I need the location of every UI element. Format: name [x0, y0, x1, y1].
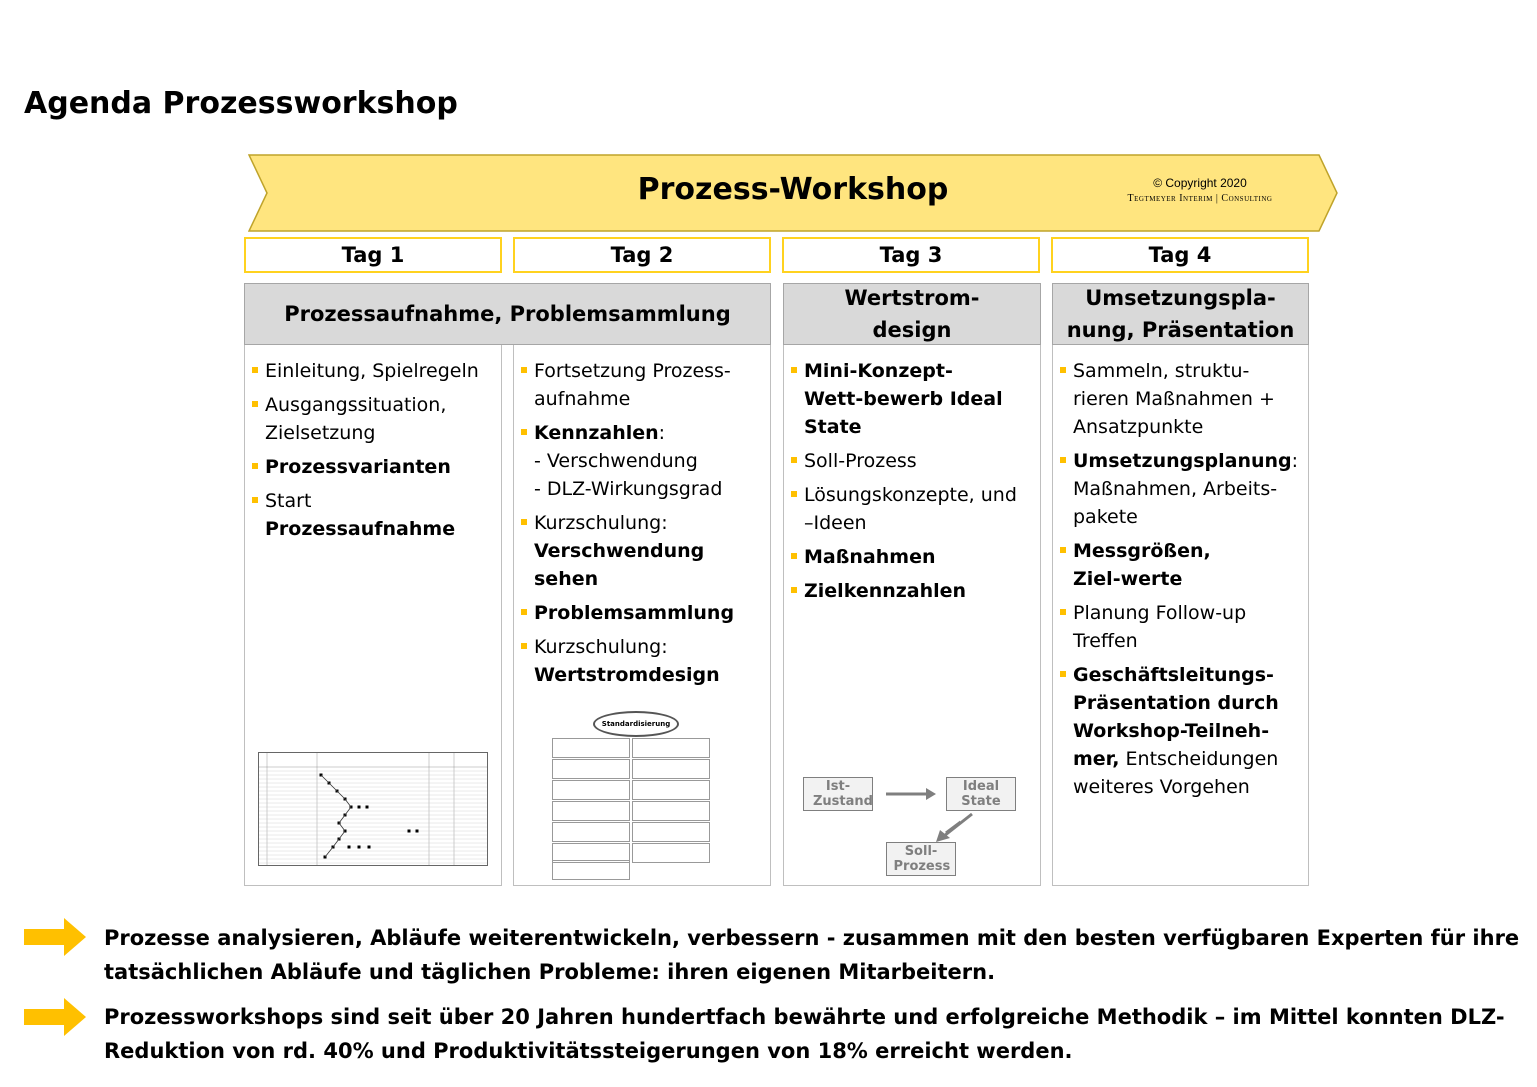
item-text: Start	[265, 490, 312, 512]
standardisierung-title: Standardisierung	[593, 711, 679, 737]
list-item	[520, 633, 766, 689]
company-name: Tegtmeyer Interim | Consulting	[1127, 193, 1273, 204]
column-tag4	[1052, 345, 1309, 886]
item-text: Fortsetzung Prozess-aufnahme	[534, 360, 731, 410]
std-box	[552, 822, 630, 842]
banner-title: Prozess-Workshop	[637, 172, 949, 207]
list-item	[790, 357, 1036, 441]
std-box	[632, 801, 710, 821]
item-text: Sammeln, struktu-rieren Maßnahmen + Ansatzpunkte	[1073, 360, 1275, 438]
theme-day3-line2: design	[872, 318, 952, 342]
tag1-list	[251, 357, 497, 549]
table-dot	[358, 806, 361, 809]
tag4-list	[1059, 357, 1304, 807]
vs-ideal-label: Ideal State	[961, 779, 1001, 809]
arrow-bullet-icon	[24, 998, 86, 1036]
theme-day3-line1: Wertstrom-	[844, 286, 980, 310]
list-item	[1059, 537, 1304, 593]
list-item	[251, 487, 497, 543]
list-item	[251, 391, 497, 447]
list-item: Problemsammlung	[520, 599, 766, 627]
tag2-list	[520, 357, 766, 695]
list-item	[520, 509, 766, 593]
arrow-bullet-icon	[24, 918, 86, 956]
footer-statement-2: Prozessworkshops sind seit über 20 Jahren hundertfach bewährte und erfolgreiche Methodik – im Mittel konnten DLZ-Reduktion von rd. 40% und Produktivitätssteigerungen von 18% erreicht werden.	[104, 1005, 1505, 1063]
item-text: Kurzschulung:	[534, 512, 668, 534]
list-item	[790, 481, 1036, 537]
list-item	[1059, 599, 1304, 655]
item-text: Lösungskonzepte, und –Ideen	[804, 484, 1017, 534]
item-bold: Geschäftsleitungs-Präsentation durch Workshop-Teilneh-mer,	[1073, 664, 1279, 770]
item-bold: Verschwendung sehen	[534, 540, 705, 590]
item-sub: - Verschwendung	[534, 450, 698, 472]
list-item	[1059, 661, 1304, 801]
list-item	[520, 419, 766, 503]
theme-day4-line2: nung, Präsentation	[1066, 318, 1295, 342]
tag3-list	[790, 357, 1036, 611]
std-box	[552, 738, 630, 758]
copyright-line: © Copyright 2020	[1153, 176, 1247, 190]
item-bold: Kennzahlen	[534, 422, 659, 444]
item-text: Mini-Konzept-Wett-bewerb Ideal State	[804, 360, 1003, 438]
list-item	[1059, 447, 1304, 531]
vs-soll-prozess	[886, 842, 956, 876]
std-box	[632, 843, 710, 863]
item-sub: - DLZ-Wirkungsgrad	[534, 478, 723, 500]
std-box	[552, 759, 630, 779]
std-box	[632, 759, 710, 779]
list-item: Einleitung, Spielregeln	[251, 357, 497, 385]
copyright-notice	[1100, 176, 1300, 206]
day-header-1: Tag 1	[244, 237, 502, 273]
day-header-4: Tag 4	[1051, 237, 1309, 273]
std-box	[632, 822, 710, 842]
item-text: :	[658, 422, 666, 444]
day-header-3: Tag 3	[782, 237, 1040, 273]
list-item: Soll-Prozess	[790, 447, 1036, 475]
item-text: Messgrößen, Ziel-werte	[1073, 540, 1211, 590]
list-item	[1059, 357, 1304, 441]
process-table-thumbnail	[258, 752, 488, 866]
table-dot	[408, 830, 411, 833]
list-item	[520, 357, 766, 413]
std-box	[552, 780, 630, 800]
theme-header-day12: Prozessaufnahme, Problemsammlung	[244, 283, 771, 345]
item-text: Planung Follow-up Treffen	[1073, 602, 1247, 652]
table-dot	[416, 830, 419, 833]
item-text: Entscheidungen weiteres Vorgehen	[1073, 748, 1279, 798]
std-box	[632, 738, 710, 758]
item-bold: Prozessaufnahme	[265, 518, 456, 540]
page-title: Agenda Prozessworkshop	[24, 86, 458, 121]
std-box	[552, 801, 630, 821]
item-bold: Umsetzungsplanung	[1073, 450, 1292, 472]
table-dot	[366, 806, 369, 809]
standardisierung-grid	[552, 738, 712, 878]
table-dot	[368, 846, 371, 849]
item-text: : Maßnahmen, Arbeits-pakete	[1073, 450, 1299, 528]
theme-header-day4	[1052, 283, 1309, 345]
list-item: Zielkennzahlen	[790, 577, 1036, 605]
footer-statement-1: Prozesse analysieren, Abläufe weiterentwickeln, verbessern - zusammen mit den besten verfügbaren Experten für ihre tatsächlichen Abläufe und täglichen Probleme: ihren eigenen Mitarbeitern.	[104, 926, 1520, 984]
table-dot	[358, 846, 361, 849]
item-text: Ausgangssituation, Zielsetzung	[265, 394, 447, 444]
list-item: Prozessvarianten	[251, 453, 497, 481]
vs-soll-label: Soll-Prozess	[893, 844, 951, 874]
theme-header-day3	[783, 283, 1041, 345]
std-box	[632, 780, 710, 800]
item-bold: Wertstromdesign	[534, 664, 720, 686]
table-dot	[348, 846, 351, 849]
vs-ist-zustand	[803, 777, 873, 811]
list-item: Maßnahmen	[790, 543, 1036, 571]
day-header-2: Tag 2	[513, 237, 771, 273]
vs-ist-label: Ist-Zustand	[813, 779, 873, 809]
std-box	[552, 860, 630, 880]
vs-arrow-down-left	[930, 810, 980, 845]
theme-day4-line1: Umsetzungspla-	[1085, 286, 1276, 310]
item-text: Kurzschulung:	[534, 636, 668, 658]
